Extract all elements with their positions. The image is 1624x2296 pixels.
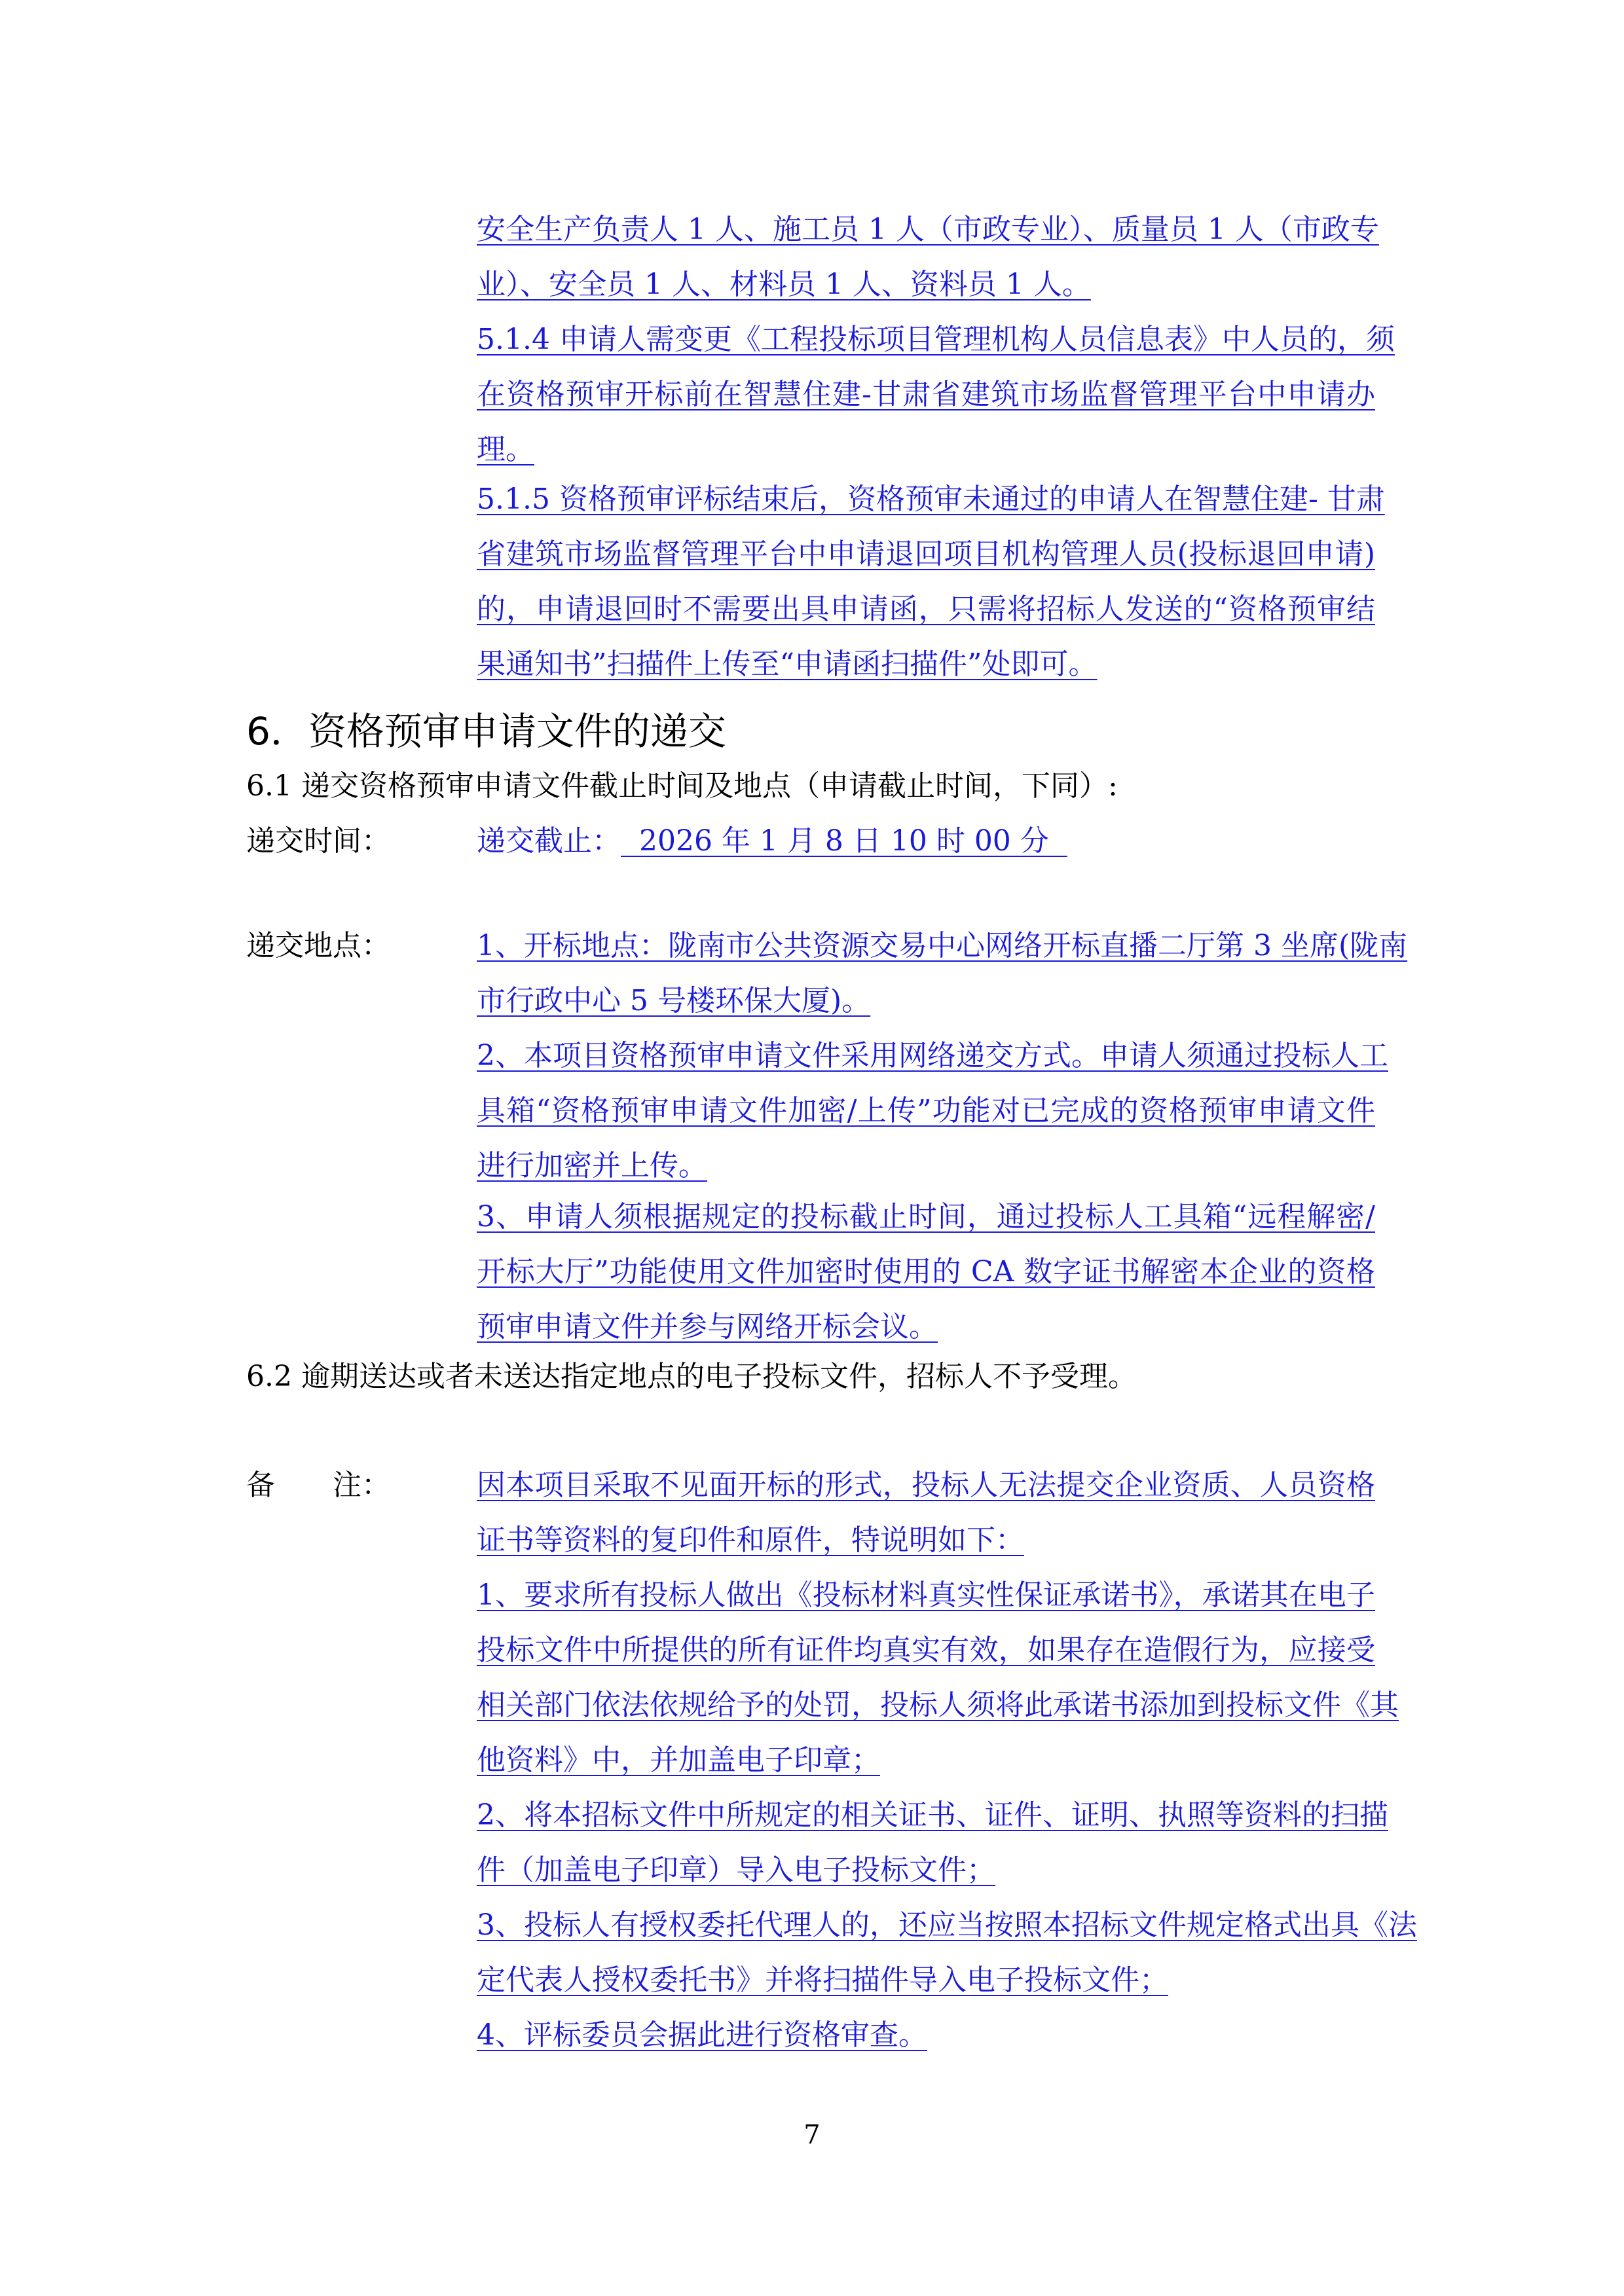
text-line: 定代表人授权委托书》并将扫描件导入电子投标文件；: [477, 1963, 1168, 1997]
text-line: 市行政中心 5 号楼环保大厦)。: [477, 984, 871, 1017]
text-line: 投标文件中所提供的所有证件均真实有效，如果存在造假行为，应接受: [477, 1633, 1375, 1667]
text-line: 在资格预审开标前在智慧住建-甘肃省建筑市场监督管理平台中申请办: [477, 378, 1375, 411]
text-line: 4、评标委员会据此进行资格审查。: [477, 2018, 927, 2052]
submission-time-label: 递交时间：: [246, 824, 390, 858]
text-line: 具箱“资格预审申请文件加密/上传”功能对已完成的资格预审申请文件: [477, 1094, 1375, 1127]
text-line: 他资料》中，并加盖电子印章；: [477, 1743, 880, 1777]
text-line: 果通知书”扫描件上传至“申请函扫描件”处即可。: [477, 647, 1098, 681]
submission-place-item-1: [477, 919, 1408, 1029]
text-line: 安全生产负责人 1 人、施工员 1 人（市政专业）、质量员 1 人（市政专: [477, 213, 1379, 246]
clause-5-1-5: [477, 472, 1385, 692]
text-line: 3、投标人有授权委托代理人的，还应当按照本招标文件规定格式出具《法: [477, 1908, 1417, 1942]
submission-time-value: [477, 814, 1375, 869]
clause-6-1: 6.1 递交资格预审申请文件截止时间及地点（申请截止时间，下同）:: [246, 769, 1118, 803]
clause-6-2: 6.2 逾期送达或者未送达指定地点的电子投标文件，招标人不予受理。: [246, 1360, 1137, 1393]
page-number: 7: [803, 2120, 821, 2150]
text-line: 2、本项目资格预审申请文件采用网络递交方式。申请人须通过投标人工: [477, 1039, 1388, 1072]
remarks-label-b: 注：: [333, 1468, 390, 1502]
text-line: 5.1.5 资格预审评标结束后，资格预审未通过的申请人在智慧住建- 甘肃: [477, 483, 1385, 516]
text-line: 预审申请文件并参与网络开标会议。: [477, 1310, 938, 1343]
text-line: 件（加盖电子印章）导入电子投标文件；: [477, 1853, 995, 1887]
text-line: 5.1.4 申请人需变更《工程投标项目管理机构人员信息表》中人员的，须: [477, 323, 1395, 356]
remarks-item-4: [477, 2008, 1375, 2063]
text-line: 进行加密并上传。: [477, 1149, 707, 1182]
text-line: 因本项目采取不见面开标的形式，投标人无法提交企业资质、人员资格: [477, 1468, 1375, 1502]
submission-place-item-3: [477, 1190, 1375, 1355]
text-line: 相关部门依法依规给予的处罚，投标人须将此承诺书添加到投标文件《其: [477, 1688, 1399, 1722]
remarks-label-a: 备: [246, 1468, 275, 1502]
submission-place-item-2: [477, 1029, 1388, 1194]
clause-5-1-4: [477, 312, 1395, 477]
deadline-datetime: 2026 年 1 月 8 日 10 时 00 分: [621, 824, 1067, 858]
section-6-heading: 6．资格预审申请文件的递交: [246, 709, 726, 754]
remarks-item-3: [477, 1898, 1417, 2008]
text-line: 的，申请退回时不需要出具申请函，只需将招标人发送的“资格预审结: [477, 592, 1375, 626]
remarks-item-1: [477, 1568, 1399, 1788]
text-line: 1、开标地点：陇南市公共资源交易中心网络开标直播二厅第 3 坐席(陇南: [477, 929, 1408, 962]
deadline-prefix: 递交截止：: [477, 824, 621, 858]
text-line: 理。: [477, 433, 534, 466]
text-line: 省建筑市场监督管理平台中申请退回项目机构管理人员(投标退回申请): [477, 538, 1375, 571]
remarks-intro: [477, 1458, 1375, 1568]
text-line: 1、要求所有投标人做出《投标材料真实性保证承诺书》，承诺其在电子: [477, 1578, 1375, 1612]
text-line: 3、申请人须根据规定的投标截止时间，通过投标人工具箱“远程解密/: [477, 1200, 1375, 1233]
remarks-item-2: [477, 1788, 1388, 1898]
text-line: 2、将本招标文件中所规定的相关证书、证件、证明、执照等资料的扫描: [477, 1798, 1388, 1832]
submission-place-label: 递交地点：: [246, 929, 390, 962]
personnel-requirement: [477, 202, 1379, 312]
text-line: 证书等资料的复印件和原件，特说明如下：: [477, 1523, 1024, 1557]
text-line: 开标大厅”功能使用文件加密时使用的 CA 数字证书解密本企业的资格: [477, 1255, 1375, 1288]
text-line: 业）、安全员 1 人、材料员 1 人、资料员 1 人。: [477, 268, 1091, 301]
